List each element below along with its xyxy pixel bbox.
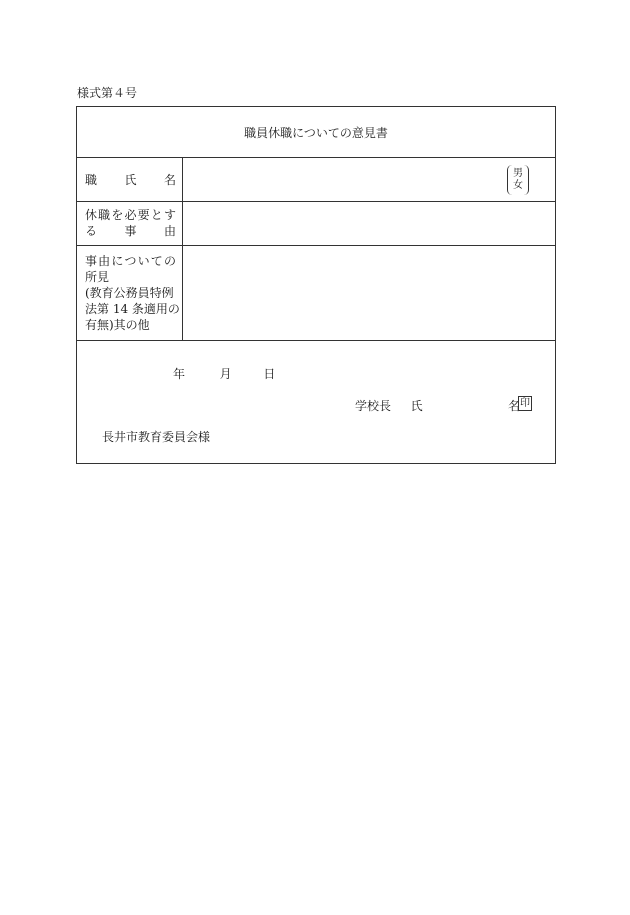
reason-label-char: る bbox=[85, 224, 98, 238]
opinion-field[interactable] bbox=[183, 246, 555, 340]
reason-label-char: す bbox=[163, 208, 176, 222]
month-label: 月 bbox=[219, 367, 232, 381]
opinion-label-char: て bbox=[150, 254, 163, 268]
reason-row bbox=[77, 202, 555, 246]
opinion-label-char: 事 bbox=[85, 254, 98, 268]
addressee: 長井市教育委員会様 bbox=[102, 430, 211, 444]
opinion-label-line-5: 有無)其の他 bbox=[85, 318, 150, 332]
reason-label bbox=[77, 202, 183, 245]
reason-label-char: 事 bbox=[124, 224, 137, 238]
day-label: 日 bbox=[263, 367, 276, 381]
gender-selector[interactable] bbox=[507, 165, 529, 195]
opinion-label-char: に bbox=[111, 254, 124, 268]
name-prefix: 氏 bbox=[410, 399, 423, 413]
reason-label-char: 職 bbox=[98, 208, 111, 222]
gender-male[interactable]: 男 bbox=[513, 168, 523, 179]
principal-line bbox=[355, 397, 423, 414]
opinion-label-line-4: 法第 14 条適用の bbox=[85, 302, 180, 316]
reason-label-char: 由 bbox=[163, 224, 176, 238]
reason-label-char: 必 bbox=[124, 208, 137, 222]
opinion-label-line-3: (教育公務員特例 bbox=[85, 286, 174, 300]
opinion-row bbox=[77, 246, 555, 341]
signature-area bbox=[77, 341, 555, 464]
opinion-label-char: つ bbox=[124, 254, 137, 268]
principal-label: 学校長 bbox=[355, 399, 392, 413]
opinion-form bbox=[76, 106, 556, 464]
reason-label-char: 休 bbox=[85, 208, 98, 222]
reason-label-line-1 bbox=[77, 207, 182, 223]
opinion-label-char: 由 bbox=[98, 254, 111, 268]
date-line[interactable] bbox=[173, 365, 275, 382]
name-label bbox=[77, 158, 183, 201]
form-title: 職員休職についての意見書 bbox=[77, 107, 555, 158]
name-label-char: 氏 bbox=[124, 172, 137, 187]
reason-label-char: と bbox=[150, 208, 163, 222]
reason-label-line-2 bbox=[77, 223, 182, 239]
name-label-char: 名 bbox=[163, 172, 176, 187]
name-row bbox=[77, 158, 555, 202]
form-number: 様式第４号 bbox=[77, 86, 138, 100]
opinion-label-char: い bbox=[137, 254, 150, 268]
opinion-label-line-2: 所見 bbox=[85, 270, 110, 284]
opinion-label-line-1 bbox=[77, 253, 182, 269]
name-suffix: 名 bbox=[508, 399, 521, 413]
opinion-label-char: の bbox=[163, 254, 176, 268]
gender-female[interactable]: 女 bbox=[513, 180, 523, 191]
year-label: 年 bbox=[173, 367, 186, 381]
reason-label-char: 要 bbox=[137, 208, 150, 222]
name-label-char: 職 bbox=[85, 172, 98, 187]
reason-field[interactable] bbox=[183, 202, 555, 245]
seal-stamp: 印 bbox=[520, 398, 530, 409]
reason-label-char: を bbox=[111, 208, 124, 222]
opinion-label bbox=[77, 246, 183, 340]
